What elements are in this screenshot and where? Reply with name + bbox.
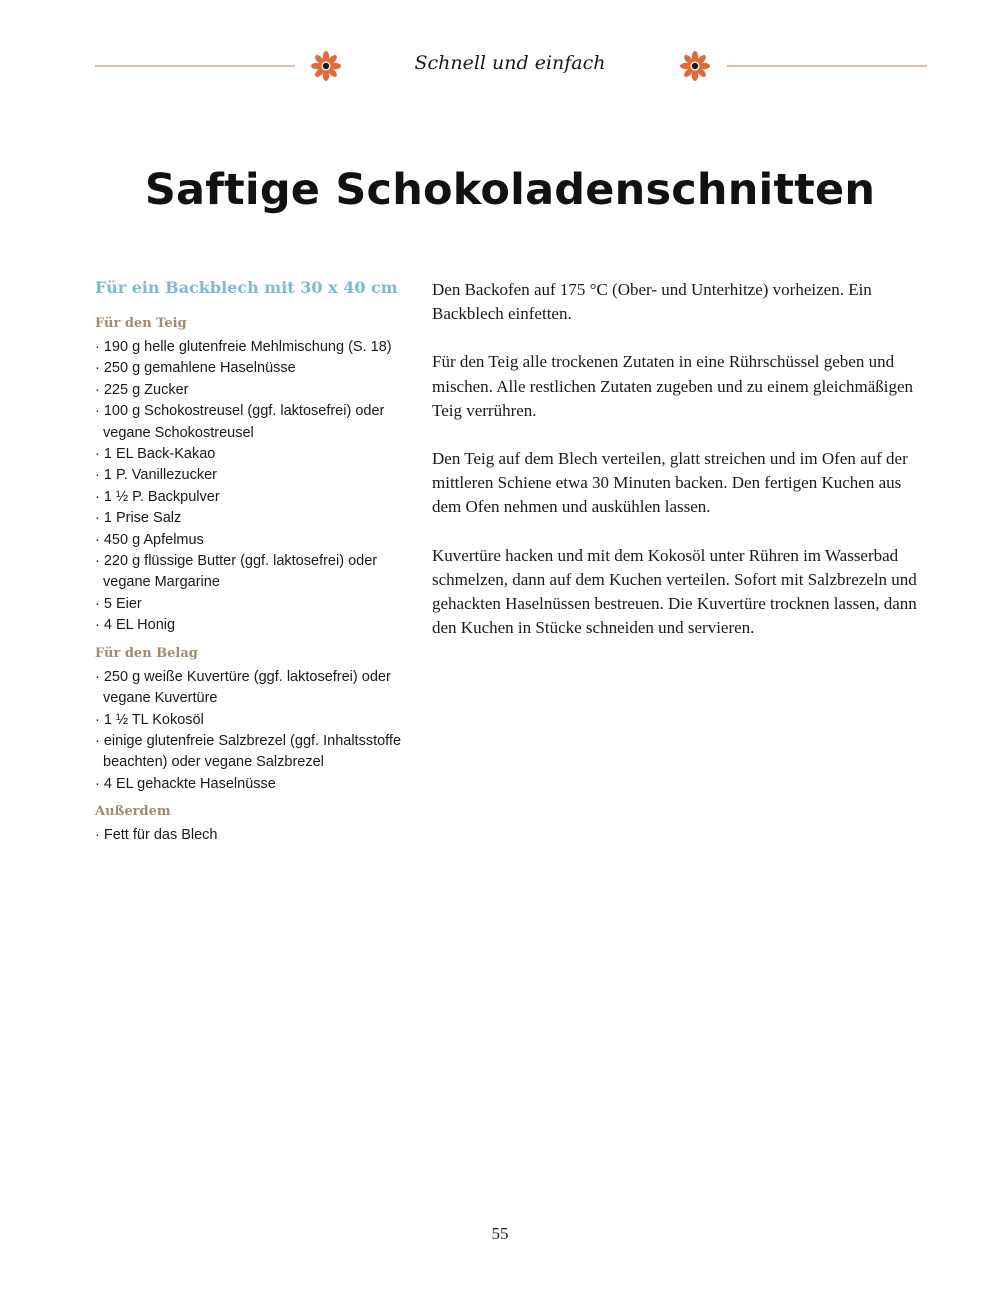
ingredient-group-heading: Außerdem xyxy=(95,804,171,820)
instruction-step: Für den Teig alle trockenen Zutaten in eine Rührschüssel geben und mischen. Alle restlichen Zutaten zugeben und zu einem gleichmäßigen Teig verrühren. xyxy=(432,352,914,420)
instruction-step: Kuvertüre hacken und mit dem Kokosöl unter Rühren im Wasserbad schmelzen, dann auf dem Kuchen verteilen. Sofort mit Salzbrezeln und gehackten Haselnüssen bestreuen. Die Kuvertüre trocknen lassen, dann den Kuchen in Stücke schneiden und servieren. xyxy=(432,545,917,638)
ingredient-list xyxy=(95,825,405,846)
flower-ornament-icon xyxy=(679,50,711,82)
ingredient-item: · 5 Eier xyxy=(95,594,405,615)
ingredient-group-heading: Für den Teig xyxy=(95,316,187,331)
ingredient-group-heading: Für den Belag xyxy=(95,645,198,661)
instruction-step: Den Backofen auf 175 °C (Ober- und Unterhitze) vorheizen. Ein Backblech einfetten. xyxy=(432,280,872,324)
ingredient-item: · Fett für das Blech xyxy=(95,825,405,846)
ingredient-item: · 4 EL gehackte Haselnüsse xyxy=(95,774,405,795)
recipe-yield: Für ein Backblech mit 30 x 40 cm xyxy=(95,278,398,297)
ingredient-group-extra xyxy=(95,803,405,846)
ingredients-column xyxy=(95,278,405,855)
ingredient-group-topping xyxy=(95,645,405,795)
ingredient-item: · 225 g Zucker xyxy=(95,380,405,401)
section-label: Schnell und einfach xyxy=(414,52,606,74)
ingredient-item: · 1 ½ P. Backpulver xyxy=(95,487,405,508)
header-divider-right xyxy=(727,65,927,67)
ingredient-item: · 220 g flüssige Butter (ggf. laktosefrei) oder vegane Margarine xyxy=(95,551,405,594)
recipe-title: Saftige Schokoladenschnitten xyxy=(144,165,876,215)
ingredient-item: · einige glutenfreie Salzbrezel (ggf. Inhaltsstoffe beachten) oder vegane Salzbrezel xyxy=(95,731,405,774)
instructions-column xyxy=(432,278,932,664)
ingredient-item: · 250 g gemahlene Haselnüsse xyxy=(95,358,405,379)
instruction-step: Den Teig auf dem Blech verteilen, glatt streichen und im Ofen auf der mittleren Schiene etwa 30 Minuten backen. Den fertigen Kuchen aus dem Ofen nehmen und auskühlen lassen. xyxy=(432,449,908,517)
ingredient-item: · 190 g helle glutenfreie Mehlmischung (S. 18) xyxy=(95,337,405,358)
ingredient-list xyxy=(95,337,405,637)
ingredient-item: · 1 ½ TL Kokosöl xyxy=(95,710,405,731)
ingredient-item: · 1 P. Vanillezucker xyxy=(95,465,405,486)
ingredient-item: · 4 EL Honig xyxy=(95,615,405,636)
ingredient-item: · 1 Prise Salz xyxy=(95,508,405,529)
header-divider-left xyxy=(95,65,295,67)
ingredient-item: · 450 g Apfelmus xyxy=(95,530,405,551)
ingredient-list xyxy=(95,667,405,795)
ingredient-item: · 100 g Schokostreusel (ggf. laktosefrei) oder vegane Schokostreusel xyxy=(95,401,405,444)
ingredient-item: · 250 g weiße Kuvertüre (ggf. laktosefrei) oder vegane Kuvertüre xyxy=(95,667,405,710)
ingredient-group-dough xyxy=(95,315,405,637)
page-number: 55 xyxy=(491,1224,509,1243)
flower-ornament-icon xyxy=(310,50,342,82)
ingredient-item: · 1 EL Back-Kakao xyxy=(95,444,405,465)
